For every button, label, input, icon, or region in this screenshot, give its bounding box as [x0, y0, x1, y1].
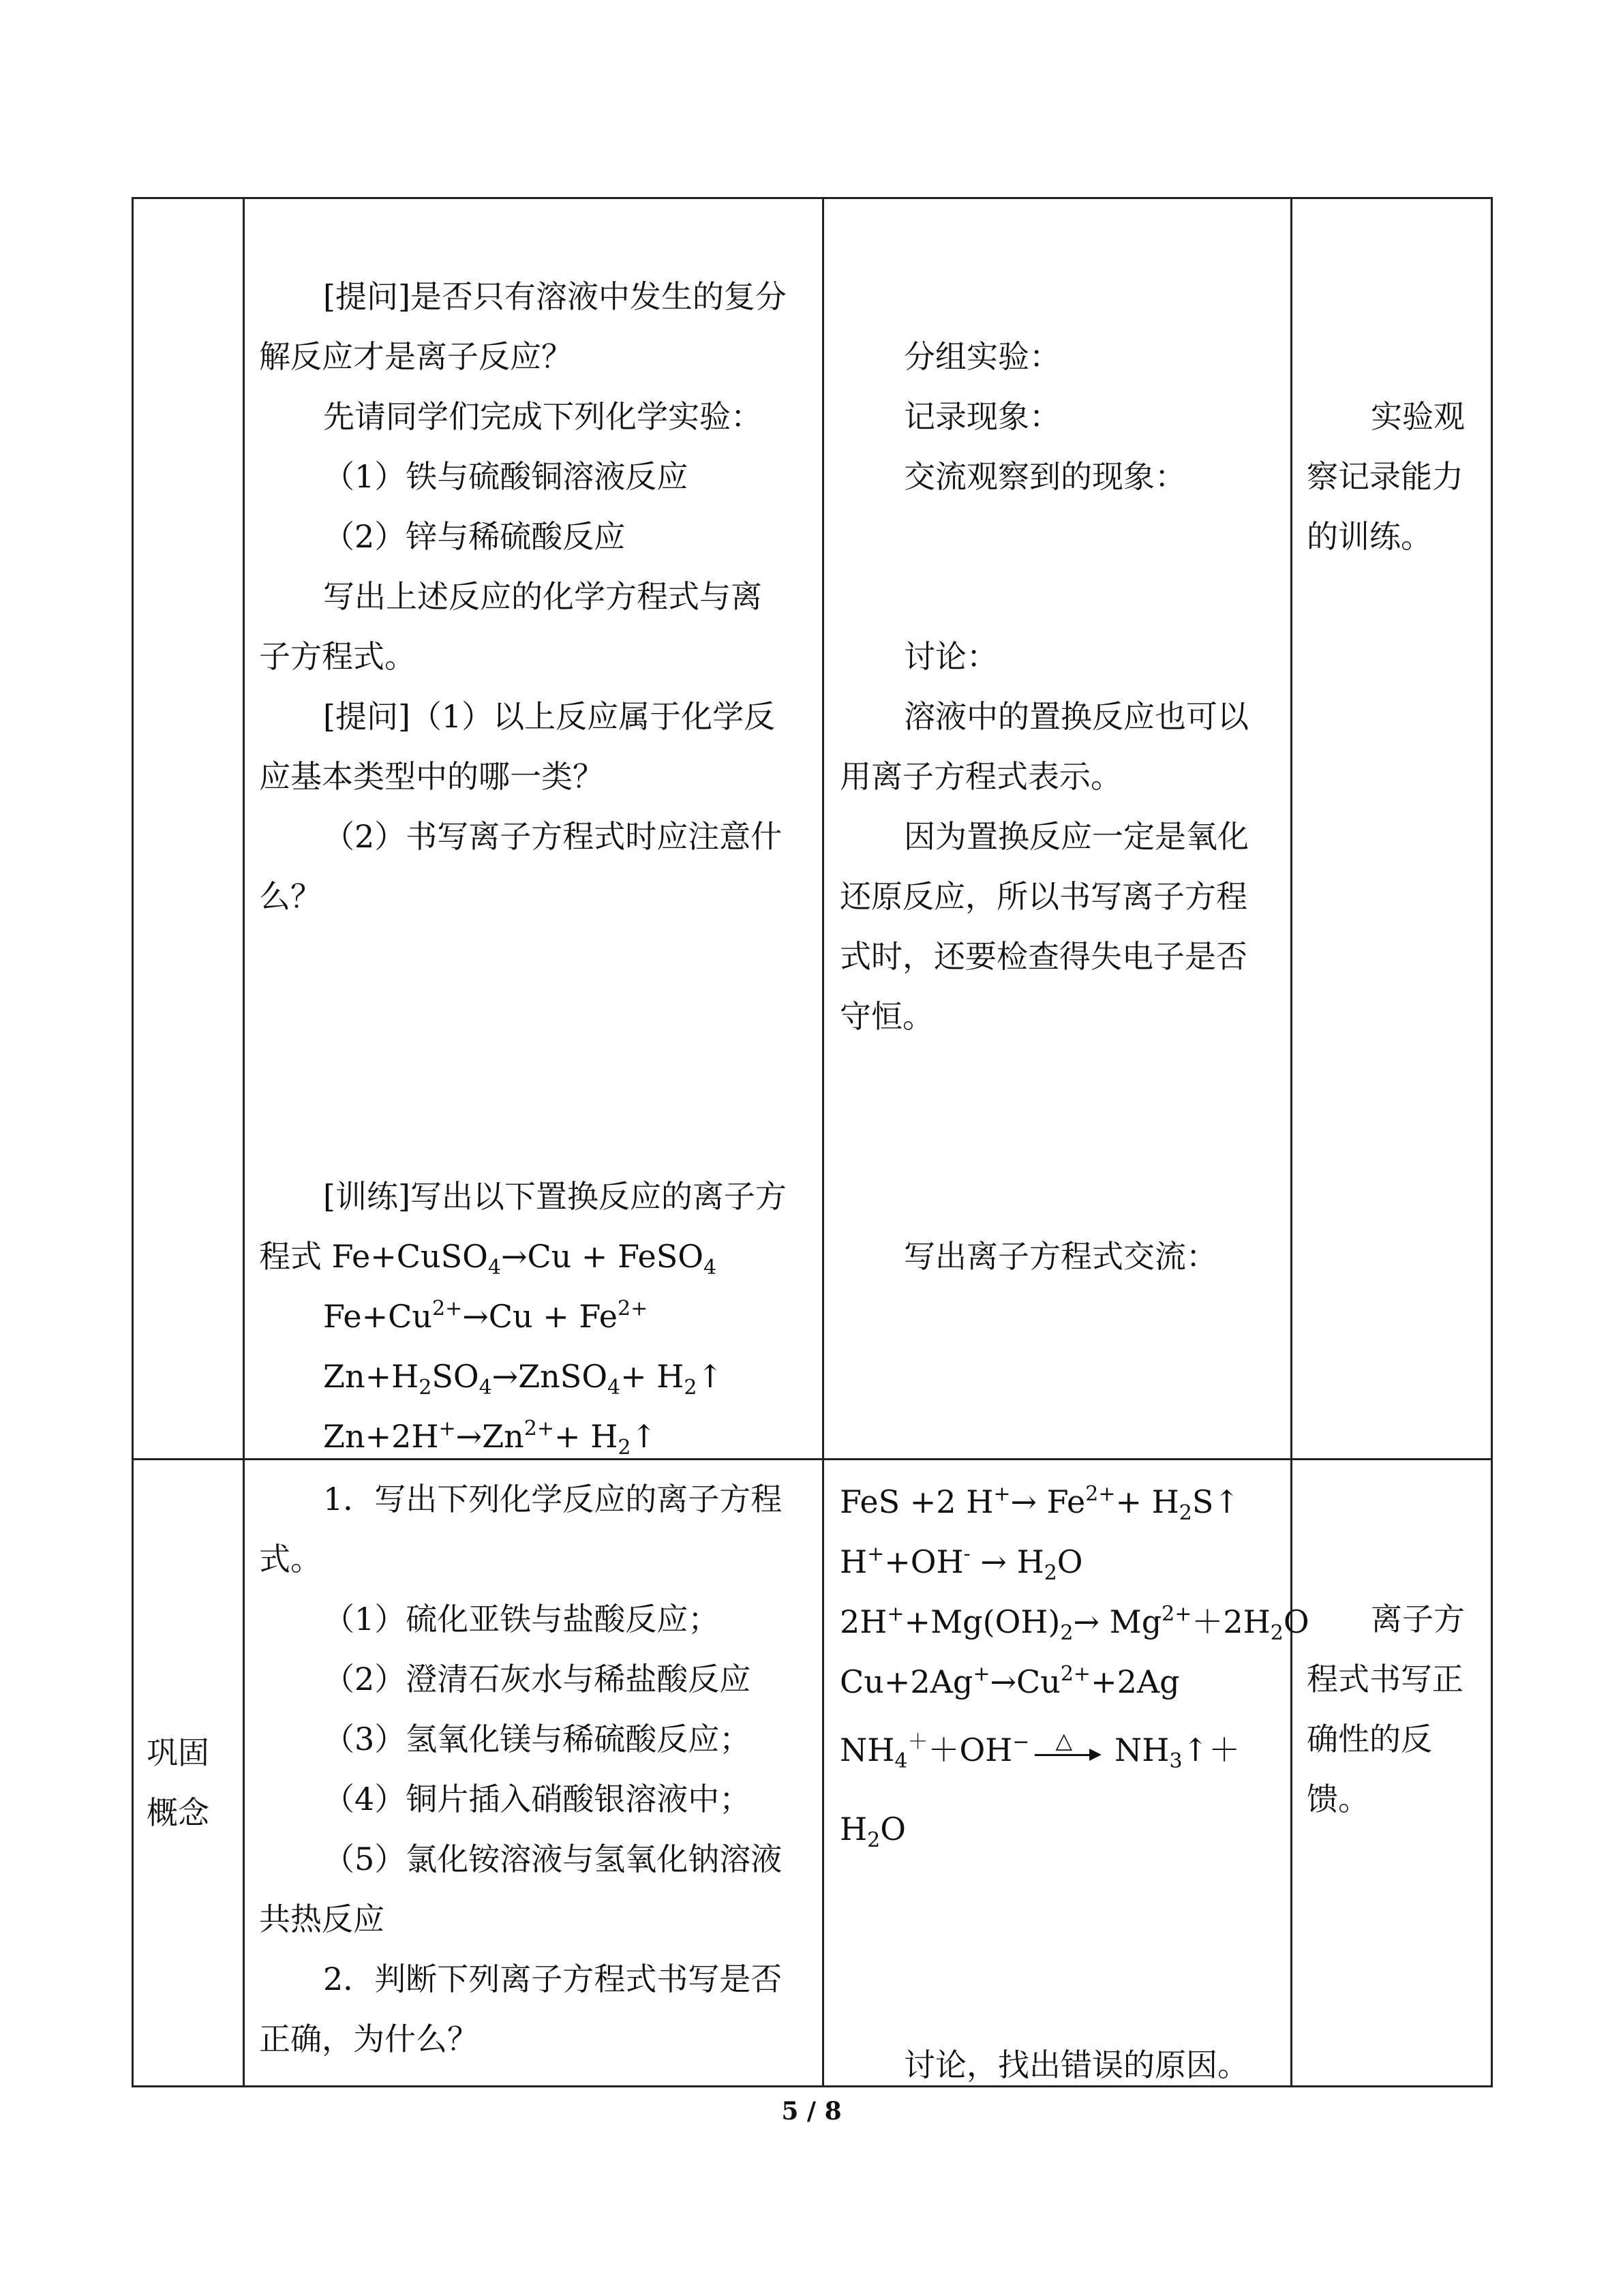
- answer-equation-3: $2H^++Mg(OH)_2\to Mg^{2+}+2H_2O$: [840, 1602, 1309, 1645]
- student-text-line: 式时，还要检查得失电子是否: [840, 938, 1247, 975]
- exercise-text-line: （5）氯化铵溶液与氢氧化钠溶液: [323, 1841, 783, 1877]
- teacher-text-line: 子方程式。: [259, 638, 416, 675]
- answer-equation-5: $NH_4^++OH^-$ △ $NH_3↑+$: [840, 1727, 1241, 1773]
- discussion-text: 讨论，找出错误的原因。: [904, 2046, 1249, 2083]
- exercise-text-line: 正确，为什么？: [259, 2021, 479, 2057]
- table-right-border: [1491, 197, 1493, 2087]
- table-left-border: [132, 197, 134, 2087]
- answer-equation-5-cont: $H_2O$: [840, 1811, 906, 1852]
- teacher-text-line: [提问]（1）以上反应属于化学反: [323, 698, 776, 735]
- section-label-line: 概念: [147, 1794, 209, 1831]
- table-top-border: [132, 197, 1493, 199]
- student-text-line: 因为置换反应一定是氧化: [904, 818, 1249, 855]
- table-bottom-border: [132, 2085, 1493, 2087]
- feedback-text-line: 程式书写正: [1307, 1661, 1463, 1697]
- equation-fe-cu-ionic: $Fe+Cu^{2+}\to Cu + Fe^{2+}$: [323, 1297, 648, 1335]
- teacher-text-line: 写出上述反应的化学方程式与离: [323, 578, 762, 615]
- exercise-text-line: 式。: [259, 1541, 322, 1577]
- teacher-text-line: （2）书写离子方程式时应注意什: [323, 818, 783, 855]
- student-text-line: 写出离子方程式交流：: [904, 1238, 1217, 1275]
- feedback-text-line: 馈。: [1307, 1781, 1369, 1817]
- section-label-line: 巩固: [147, 1734, 209, 1771]
- teacher-text-line: [提问]是否只有溶液中发生的复分: [323, 278, 787, 315]
- student-text-line: 记录现象：: [904, 398, 1061, 435]
- heat-arrow-icon: △: [1029, 1729, 1104, 1770]
- table-col-divider-2: [822, 197, 824, 2087]
- answer-equation-4: $Cu+2Ag^+\to Cu^{2+}+2Ag$: [840, 1662, 1180, 1700]
- exercise-text-line: 共热反应: [259, 1901, 384, 1937]
- table-row-divider: [132, 1458, 1493, 1460]
- feedback-text-line: 离子方: [1371, 1601, 1465, 1637]
- teacher-text-line: [训练]写出以下置换反应的离子方: [323, 1178, 787, 1215]
- student-text-line: 守恒。: [840, 998, 934, 1035]
- teacher-text-line: （1）铁与硫酸铜溶液反应: [323, 458, 688, 495]
- student-text-line: 还原反应，所以书写离子方程: [840, 878, 1247, 915]
- equation-zn-ionic: $Zn+2H^+\to Zn^{2+}+$ $H_2↑$: [323, 1417, 657, 1460]
- answer-equation-1: FeS +2 $H^+\to Fe^{2+}+$ $H_2S↑$: [840, 1482, 1240, 1525]
- student-text-line: 分组实验：: [904, 338, 1061, 375]
- exercise-text-line: 2．判断下列离子方程式书写是否: [323, 1961, 783, 1997]
- exercise-text-line: （1）硫化亚铁与盐酸反应；: [323, 1601, 720, 1637]
- teacher-text-line: 么？: [259, 878, 322, 915]
- intent-text-line: 的训练。: [1307, 518, 1432, 555]
- teacher-text-line: 应基本类型中的哪一类？: [259, 758, 604, 795]
- equation-fe-cuso4: 程式 Fe+CuSO$_4$→Cu + FeSO$_4$: [259, 1238, 717, 1280]
- table-col-divider-3: [1290, 197, 1292, 2087]
- student-text-line: 交流观察到的现象：: [904, 458, 1186, 495]
- exercise-text-line: （3）氢氧化镁与稀硫酸反应；: [323, 1721, 751, 1757]
- teacher-text-line: （2）锌与稀硫酸反应: [323, 518, 626, 555]
- page-number: 5 / 8: [781, 2097, 842, 2126]
- student-text-line: 用离子方程式表示。: [840, 758, 1122, 795]
- table-col-divider-1: [243, 197, 245, 2087]
- exercise-text-line: （2）澄清石灰水与稀盐酸反应: [323, 1661, 751, 1697]
- equation-zn-h2so4: $Zn+H_2SO_4\to ZnSO_4+$ $H_2↑$: [323, 1358, 724, 1400]
- student-text-line: 讨论：: [904, 638, 998, 675]
- intent-text-line: 实验观: [1371, 398, 1465, 435]
- answer-equation-2: $H^++OH^- \to H_2O$: [840, 1542, 1083, 1585]
- teacher-text-line: 先请同学们完成下列化学实验：: [323, 398, 762, 435]
- exercise-text-line: 1．写出下列化学反应的离子方程: [323, 1481, 783, 1517]
- student-text-line: 溶液中的置换反应也可以: [904, 698, 1249, 735]
- feedback-text-line: 确性的反: [1307, 1721, 1432, 1757]
- exercise-text-line: （4）铜片插入硝酸银溶液中；: [323, 1781, 751, 1817]
- intent-text-line: 察记录能力: [1307, 458, 1463, 495]
- teacher-text-line: 解反应才是离子反应？: [259, 338, 573, 375]
